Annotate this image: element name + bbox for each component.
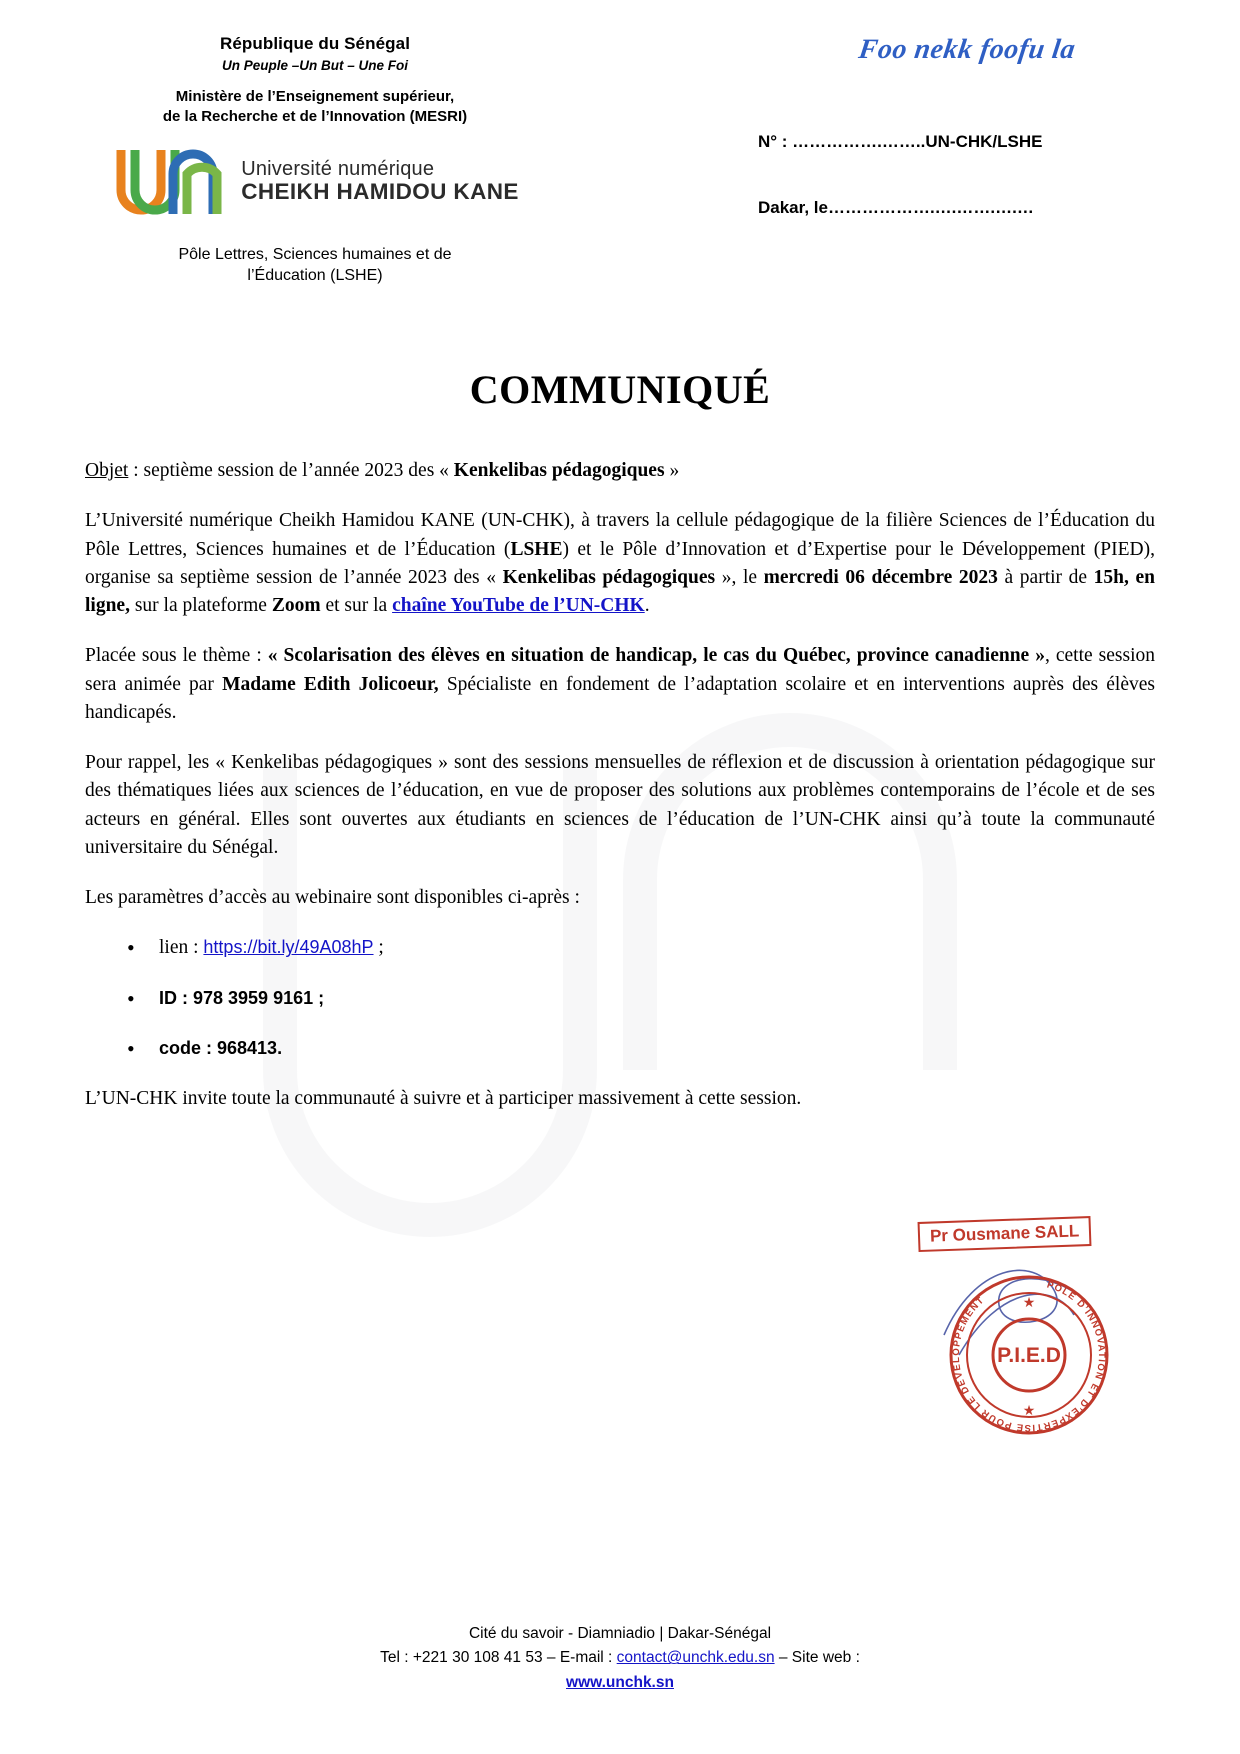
p1-s3: », le [715,566,764,588]
footer-contact [0,1646,1240,1671]
svg-text:PÔLE D’INNOVATION ET D’EXPERTI: PÔLE D’INNOVATION ET D’EXPERTISE POUR LE DÉVELOPPEMENT [950,1279,1107,1434]
p1-b1: LSHE [510,538,563,560]
subject-label: Objet [85,460,129,481]
contact-email-link[interactable]: contact@unchk.edu.sn [616,1649,775,1667]
p1-s5: sur la plateforme [129,595,272,617]
university-logo [80,138,550,226]
p1-s2: ) et le Pôle d’Innovation et d’Expertise pour le Développement (PIED), organise sa septième session de l’année 2023 des « [85,538,1155,588]
republic-title: République du Sénégal [219,34,411,53]
page-footer [0,1622,1240,1696]
signatory-name: Pr Ousmane SALL [918,1216,1092,1252]
paragraph-5: L’UN-CHK invite toute la communauté à suivre et à participer massivement à cette session. [85,1088,802,1110]
list-item [85,985,1155,1013]
youtube-channel-link[interactable]: chaîne YouTube de l’UN-CHK [392,595,645,617]
p1-s4: à partir de [997,566,1094,588]
p1-b2: Kenkelibas pédagogiques [502,566,716,588]
p1-b3: mercredi 06 décembre 2023 [763,566,998,588]
website-link[interactable]: www.unchk.sn [566,1674,674,1692]
paragraph-4: Les paramètres d’accès au webinaire sont disponibles ci-après : [85,887,580,909]
letterhead [0,0,1240,330]
webinar-id: ID : 978 3959 9161 ; [159,987,325,1008]
paragraph-1 [85,507,1155,620]
letterhead-left [80,34,550,287]
p2-s3: Spécialiste en fondement de l’adaptation scolaire et en interventions auprès des élèves handicapés. [85,673,1155,723]
paragraph-2 [85,642,1155,727]
footer-phone: Tel : +221 30 108 41 53 – E-mail : [380,1649,617,1667]
slogan-text: Foo nekk foofu la [856,34,1078,65]
subject-bold: Kenkelibas pédagogiques [453,460,665,481]
svg-text:★: ★ [1022,1404,1036,1419]
p2-speaker: Madame Edith Jolicoeur, [222,673,439,695]
subject-close: » [664,460,680,481]
pole-line-2: l’Éducation (LSHE) [247,267,383,285]
footer-address: Cité du savoir - Diamniadio | Dakar-Sénégal [468,1624,772,1642]
p2-s2: , cette session sera animée par [85,645,1156,695]
ministry-line-2: de la Recherche et de l’Innovation (MESRI) [162,108,468,126]
footer-site-label: – Site web : [774,1649,860,1667]
p1-b5: Zoom [271,595,321,617]
logo-line-2: CHEIKH HAMIDOU KANE [241,179,519,204]
param-tail-link: ; [373,937,384,959]
ministry-line-1: Ministère de l’Enseignement supérieur, [175,88,455,105]
letterhead-right [752,34,1182,218]
param-label-link: lien : [159,937,204,959]
date-line: Dakar, le……………….….…….….… [758,198,1034,217]
university-logo-text [241,158,519,205]
logo-line-1: Université numérique [241,158,435,180]
stamp-center-text: P.I.E.D [997,1344,1061,1367]
p2-s1: Placée sous le thème : [85,645,268,667]
p1-s6: et sur la [320,595,393,617]
p2-theme: « Scolarisation des élèves en situation de handicap, le cas du Québec, province canadienne » [267,645,1045,667]
subject-line [85,457,1155,485]
paragraph-3: Pour rappel, les « Kenkelibas pédagogiques » sont des sessions mensuelles de réflexion et de discussion à orientation pédagogique sur des thématiques liées aux sciences de l’éducation, en vue de proposer des solutions aux problèmes contemporains de l’école et de ses acteurs en général. Elles sont ouvertes aux étudiants en sciences de l’éducation de l’UN-CHK ainsi qu’à toute la communauté universitaire du Sénégal. [85,752,1155,858]
national-motto: Un Peuple –Un But – Une Foi [221,58,408,73]
reference-number: N° : …………….……..UN-CHK/LSHE [758,132,1043,151]
page-title: COMMUNIQUÉ [469,367,771,412]
webinar-code: code : 968413. [159,1037,283,1058]
webinar-link[interactable]: https://bit.ly/49A08hP [203,937,374,958]
p1-s1: L’Université numérique Cheikh Hamidou KANE (UN-CHK), à travers la cellule pédagogique de la filière Sciences de l’Éducation du Pôle Lettres, Sciences humaines et de l’Éducation ( [85,510,1155,560]
pole-name [80,244,550,287]
list-item [85,934,1155,962]
p1-s7: . [644,595,650,617]
document-body [85,457,1155,1114]
list-item [85,1035,1155,1063]
ministry-name [80,87,550,128]
official-stamp [904,1215,1154,1445]
webinar-params-list [85,934,1155,1063]
pole-line-1: Pôle Lettres, Sciences humaines et de [178,245,452,263]
unchk-logo-icon [111,138,231,226]
subject-text: : septième session de l’année 2023 des « [128,460,454,481]
p1-b4: 15h, en ligne, [85,566,1155,617]
svg-text:★: ★ [1022,1296,1036,1311]
